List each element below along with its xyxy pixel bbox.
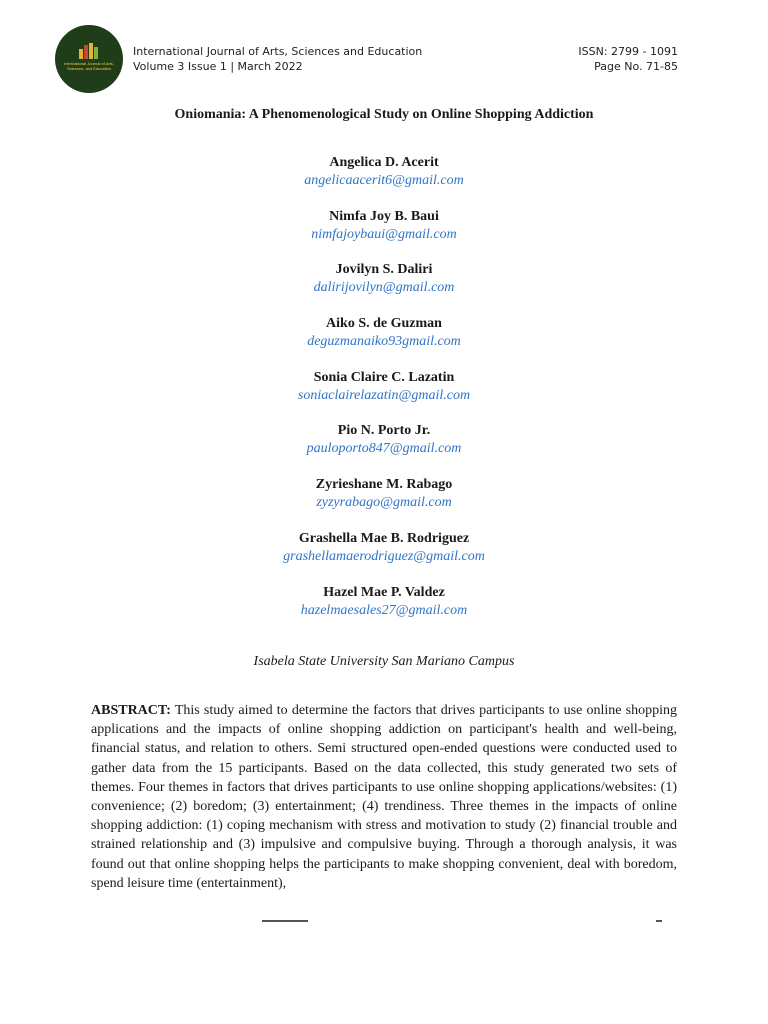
journal-volume: Volume 3 Issue 1 | March 2022 [133,59,303,73]
author-name: Zyrieshane M. Rabago [315,477,453,493]
author [0,261,768,315]
author-name: Aiko S. de Guzman [326,316,442,332]
author-list [0,154,768,637]
author-email[interactable]: soniaclairelazatin@gmail.com [297,387,471,403]
cropped-text-fragment [656,918,662,922]
journal-info [133,45,422,74]
author [0,315,768,369]
author-email[interactable]: hazelmaesales27@gmail.com [300,602,468,618]
paper-title: Oniomania: A Phenomenological Study on Online Shopping Addiction [174,107,594,122]
author-name: Pio N. Porto Jr. [337,423,431,439]
author-name: Sonia Claire C. Lazatin [313,369,455,385]
author-email[interactable]: angelicaacerit6@gmail.com [304,173,464,188]
page-numbers: Page No. 71-85 [594,59,678,73]
author [0,476,768,530]
author [0,369,768,423]
author [0,422,768,476]
abstract-text: This study aimed to determine the factors that drives participants to use online shopping applications and the impacts of online shopping addiction on participant's health and well-being, financial status, and relation to others. Semi structured open-ended questions were conducted used to gather data from the 15 participants. Based on the data collected, this study generated two sets of themes. Four themes in factors that drives participants to use online shopping applications/websites: (1) convenience; (2) boredom; (3) entertainment; (4) trendiness. Three themes in the impacts of online shopping addiction: (1) coping mechanism with stress and motivation to study (2) financial trouble and strained relationship and (3) impulsive and compulsive buying. Through a thorough analysis, it was found out that online shopping helps the participants to make shopping convenient, deal with boredom, spend leisure time (entertainment), [91,703,678,891]
abstract [91,701,677,893]
author-email[interactable]: grashellamaerodriguez@gmail.com [283,548,485,564]
author [0,154,768,208]
abstract-label: ABSTRACT: [91,703,171,718]
author-email[interactable]: deguzmanaiko93gmail.com [307,334,461,350]
cropped-text-fragment [262,918,308,922]
author-email[interactable]: dalirijovilyn@gmail.com [313,280,455,296]
logo-bars-icon [79,43,101,59]
author-name: Angelica D. Acerit [329,155,439,170]
issn-info [578,45,678,74]
author-name: Nimfa Joy B. Baui [329,208,439,224]
affiliation: Isabela State University San Mariano Campus [253,654,515,669]
author-name: Jovilyn S. Daliri [335,262,433,278]
author [0,584,768,638]
author-email[interactable]: zyzyrabago@gmail.com [316,495,452,511]
author-name: Grashella Mae B. Rodriguez [298,530,470,546]
issn: ISSN: 2799 - 1091 [578,45,678,58]
author-email[interactable]: nimfajoybaui@gmail.com [311,226,457,242]
author-email[interactable]: pauloporto847@gmail.com [306,441,462,457]
author-name: Hazel Mae P. Valdez [323,584,445,600]
journal-name: International Journal of Arts, Sciences and Education [133,45,423,58]
journal-logo [55,25,123,93]
logo-text: International Journal of Arts, Sciences, and Education [64,61,114,71]
author [0,208,768,262]
author [0,530,768,584]
